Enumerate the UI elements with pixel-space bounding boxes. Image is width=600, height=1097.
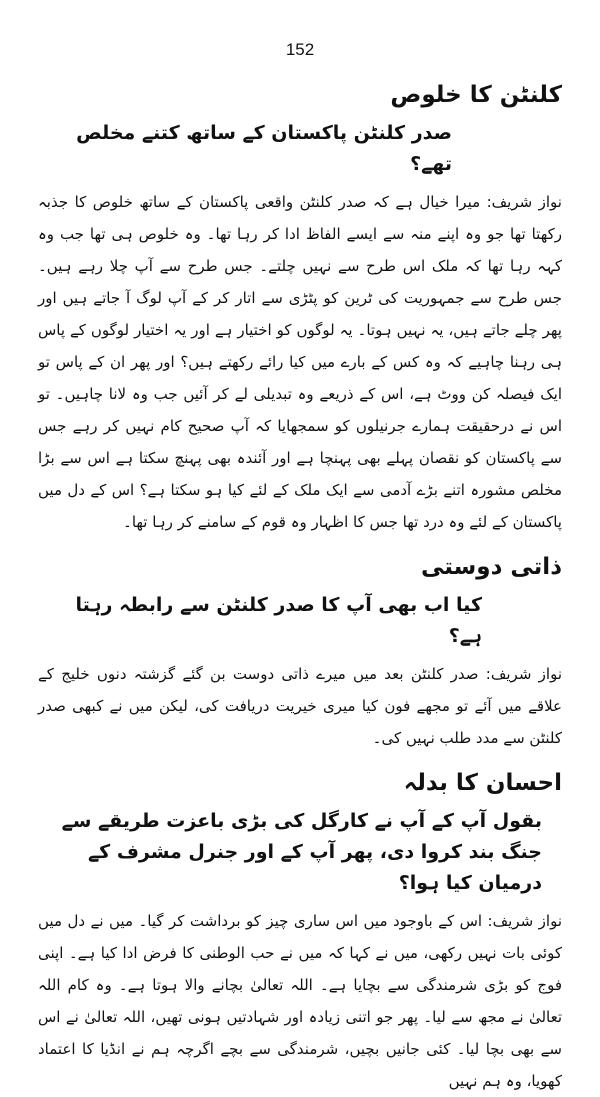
section-heading: احسان کا بدلہ: [403, 770, 562, 796]
section-return-of-favor: [38, 766, 562, 1097]
interview-question: بقول آپ کے آپ نے کارگل کی بڑی باعزت طریقے سے جنگ بند کروا دی، پھر آپ کے اور جنرل مشرف کے درمیان کیا ہوا؟: [61, 810, 542, 894]
section-heading: ذاتی دوستی: [421, 554, 562, 580]
section-heading: کلنٹن کا خلوص: [390, 82, 562, 108]
interview-answer: نواز شریف: صدر کلنٹن بعد میں میرے ذاتی دوست بن گئے گزشتہ دنوں خلیج کے علاقے میں آئے تو مجھے فون کیا میری خیریت دریافت کی، لیکن میں نے کبھی صدر کلنٹن سے مدد طلب نہیں کی۔: [38, 665, 562, 747]
section-personal-friendship: [38, 550, 562, 754]
interview-question: صدر کلنٹن پاکستان کے ساتھ کتنے مخلص تھے؟: [76, 122, 452, 175]
interview-answer: نواز شریف: اس کے باوجود میں اس ساری چیز کو برداشت کر گیا۔ میں نے دل میں کوئی بات نہیں رکھی، میں نے کہا کہ میں نے حب الوطنی کا فرض ادا کیا ہے۔ اپنی فوج کو بڑی شرمندگی سے بچایا ہے۔ اللہ تعالیٰ بچانے والا ہوتا ہے۔ وہ کام اللہ تعالیٰ نے مجھ سے لیا۔ پھر جو اتنی زیادہ اور شہادتیں ہونی تھیں، اللہ تعالیٰ نے اس سے بھی بچا لیا۔ کئی جانیں بچیں، شرمندگی سے بچے اگرچہ ہم نے انڈیا کا اعتماد کھویا، وہ ہم نہیں: [38, 912, 562, 1090]
section-clinton-sincerity: [38, 78, 562, 538]
interview-answer: نواز شریف: میرا خیال ہے کہ صدر کلنٹن واقعی پاکستان کے ساتھ خلوص کا جذبہ رکھتا تھا جو وہ اپنے منہ سے ایسے الفاظ ادا کر رہا تھا۔ وہ خلوص ہی تھا جب وہ کہہ رہا تھا کہ ملک اس طرح سے نہیں چلتے۔ جس طرح سے آپ چلا رہے ہیں۔ جس طرح سے جمہوریت کی ٹرین کو پٹڑی سے اتار کر کے آپ لوگ آ جاتے ہیں اور پھر چلے جاتے ہیں، یہ نہیں ہوتا۔ یہ لوگوں کو اختیار ہے اور یہ اختیار لوگوں کے پاس ہی رہنا چاہیے کہ وہ کس کے بارے میں کیا رائے رکھتے ہیں؟ اور پھر ان کے پاس تو ایک فیصلہ کن ووٹ ہے، اس کے ذریعے وہ تبدیلی لے کر آئیں جب وہ لانا چاہیں۔ تو اس نے درحقیقت ہمارے جرنیلوں کو سمجھایا کہ آپ صحیح کام نہیں کر رہے جس سے پاکستان کو نقصان پہلے بھی پہنچا ہے اور آئندہ بھی پہنچ سکتا ہے اس سے بڑا مخلص مشورہ اتنے بڑے آدمی سے ایک ملک کے لئے کیا ہو سکتا ہے؟ اس کے دل میں پاکستان کے لئے وہ درد تھا جس کا اظہار وہ قوم کے سامنے کر رہا تھا۔: [38, 193, 563, 531]
page-number: 152: [285, 40, 315, 59]
interview-question: کیا اب بھی آپ کا صدر کلنٹن سے رابطہ رہتا ہے؟: [75, 594, 482, 647]
page-body: [38, 78, 562, 1097]
